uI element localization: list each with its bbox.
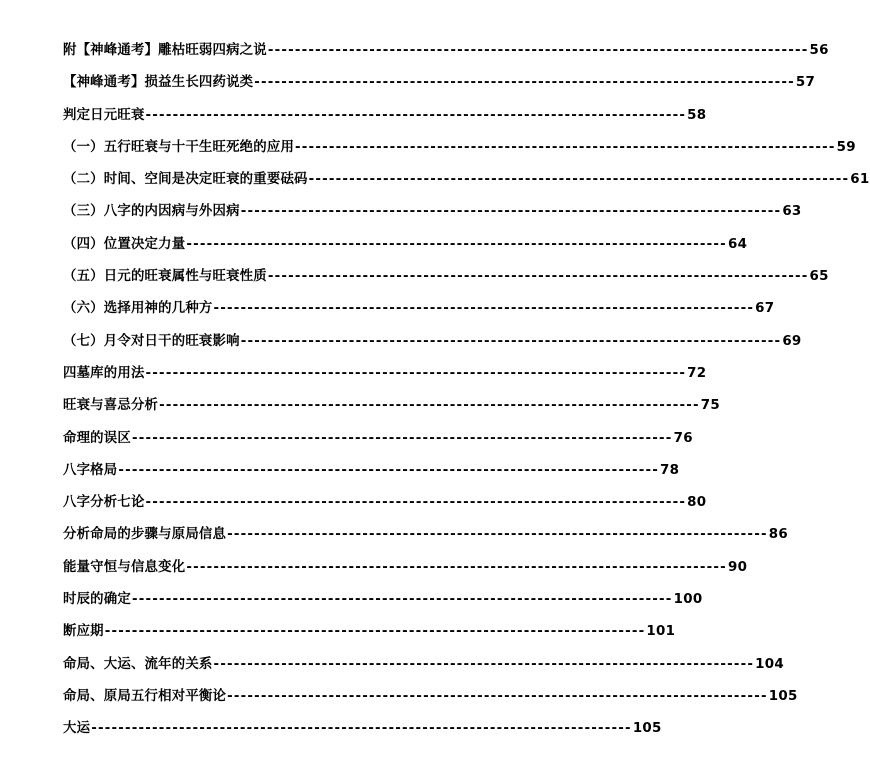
toc-entry[interactable] (63, 395, 721, 427)
toc-leader: -------------------------------------------------------------------------------- (213, 656, 755, 672)
toc-entry-title: （五）日元的旺衰属性与旺衰性质 (63, 269, 267, 285)
toc-entry-title: （四）位置决定力量 (63, 236, 186, 252)
toc-entry[interactable] (63, 589, 703, 621)
toc-leader: -------------------------------------------------------------------------------- (159, 398, 700, 414)
toc-entry-title: （三）八字的内因病与外因病 (63, 204, 240, 220)
toc-entry-page: 90 (727, 559, 748, 575)
toc-entry[interactable] (63, 718, 662, 750)
toc-leader: -------------------------------------------------------------------------------- (240, 204, 782, 220)
toc-leader: -------------------------------------------------------------------------------- (267, 269, 809, 285)
toc-entry[interactable] (63, 72, 816, 104)
toc-entry[interactable] (63, 460, 680, 492)
toc-entry-title: 附【神峰通考】雕枯旺弱四病之说 (63, 43, 267, 58)
toc-leader: -------------------------------------------------------------------------------- (240, 333, 782, 349)
toc-entry-title: 能量守恒与信息变化 (63, 559, 186, 575)
toc-entry-page: 56 (809, 43, 829, 58)
toc-entry-title: 断应期 (63, 624, 104, 640)
toc-entry-title: 大运 (63, 721, 91, 737)
toc-entry-page: 78 (660, 462, 680, 478)
toc-leader: -------------------------------------------------------------------------------- (91, 721, 632, 737)
toc-entry[interactable] (63, 169, 870, 201)
toc-entry-title: 命理的误区 (63, 430, 131, 446)
toc-leader: -------------------------------------------------------------------------------- (308, 172, 850, 188)
toc-entry-title: （二）时间、空间是决定旺衰的重要砝码 (63, 172, 308, 188)
toc-entry-page: 80 (687, 495, 707, 511)
toc-entry-title: 分析命局的步骤与原局信息 (63, 527, 227, 543)
toc-entry-title: 判定日元旺衰 (63, 107, 145, 123)
toc-entry-title: 四墓库的用法 (63, 365, 145, 381)
table-of-contents (63, 40, 870, 751)
toc-entry-title: 时辰的确定 (63, 592, 131, 608)
toc-entry[interactable] (63, 266, 829, 298)
toc-entry[interactable] (63, 298, 775, 330)
toc-entry-title: 旺衰与喜忌分析 (63, 398, 159, 414)
toc-leader: -------------------------------------------------------------------------------- (131, 430, 673, 446)
toc-entry-page: 101 (646, 624, 676, 640)
toc-entry-page: 105 (632, 721, 662, 737)
toc-entry[interactable] (63, 201, 802, 233)
toc-leader: -------------------------------------------------------------------------------- (145, 365, 687, 381)
toc-entry[interactable] (63, 557, 748, 589)
toc-entry-page: 59 (836, 139, 856, 155)
toc-entry[interactable] (63, 234, 748, 266)
toc-entry-page: 86 (768, 527, 788, 543)
toc-entry-title: 八字分析七论 (63, 495, 145, 511)
toc-entry[interactable] (63, 428, 693, 460)
toc-entry[interactable] (63, 137, 856, 169)
toc-entry[interactable] (63, 40, 829, 72)
toc-leader: -------------------------------------------------------------------------------- (213, 301, 755, 317)
toc-entry[interactable] (63, 331, 802, 363)
toc-leader: -------------------------------------------------------------------------------- (254, 75, 795, 91)
toc-entry-page: 105 (768, 688, 798, 704)
toc-entry-page: 72 (687, 365, 707, 381)
toc-entry-page: 61 (850, 172, 870, 188)
toc-leader: -------------------------------------------------------------------------------- (186, 236, 727, 252)
toc-entry-page: 58 (687, 107, 707, 123)
toc-leader: -------------------------------------------------------------------------------- (295, 139, 836, 155)
toc-entry-title: 【神峰通考】损益生长四药说类 (63, 75, 254, 91)
toc-entry-page: 100 (673, 592, 703, 608)
toc-entry-title: （七）月令对日干的旺衰影响 (63, 333, 240, 349)
toc-entry[interactable] (63, 524, 788, 556)
toc-entry[interactable] (63, 654, 784, 686)
toc-entry[interactable] (63, 492, 707, 524)
toc-leader: -------------------------------------------------------------------------------- (227, 527, 768, 543)
toc-entry-page: 69 (782, 333, 802, 349)
toc-leader: -------------------------------------------------------------------------------- (267, 43, 809, 58)
toc-leader: -------------------------------------------------------------------------------- (227, 688, 768, 704)
toc-entry-page: 63 (782, 204, 802, 220)
toc-leader: -------------------------------------------------------------------------------- (145, 495, 687, 511)
toc-entry[interactable] (63, 686, 798, 718)
toc-entry-page: 57 (795, 75, 816, 91)
toc-entry-page: 65 (809, 269, 829, 285)
toc-leader: -------------------------------------------------------------------------------- (118, 462, 659, 478)
toc-leader: -------------------------------------------------------------------------------- (186, 559, 727, 575)
toc-entry-page: 76 (673, 430, 693, 446)
toc-entry-page: 64 (727, 236, 748, 252)
toc-entry-title: 命局、大运、流年的关系 (63, 656, 213, 672)
toc-entry-title: （六）选择用神的几种方 (63, 301, 213, 317)
toc-entry[interactable] (63, 621, 676, 653)
toc-entry-page: 104 (755, 656, 784, 672)
toc-entry-title: 命局、原局五行相对平衡论 (63, 688, 227, 704)
toc-leader: -------------------------------------------------------------------------------- (145, 107, 687, 123)
toc-entry-page: 75 (700, 398, 721, 414)
toc-leader: -------------------------------------------------------------------------------- (131, 592, 673, 608)
toc-entry-page: 67 (755, 301, 775, 317)
toc-leader: -------------------------------------------------------------------------------- (104, 624, 646, 640)
toc-entry-title: 八字格局 (63, 462, 118, 478)
toc-entry-title: （一）五行旺衰与十干生旺死绝的应用 (63, 139, 295, 155)
toc-entry[interactable] (63, 363, 707, 395)
toc-entry[interactable] (63, 105, 707, 137)
